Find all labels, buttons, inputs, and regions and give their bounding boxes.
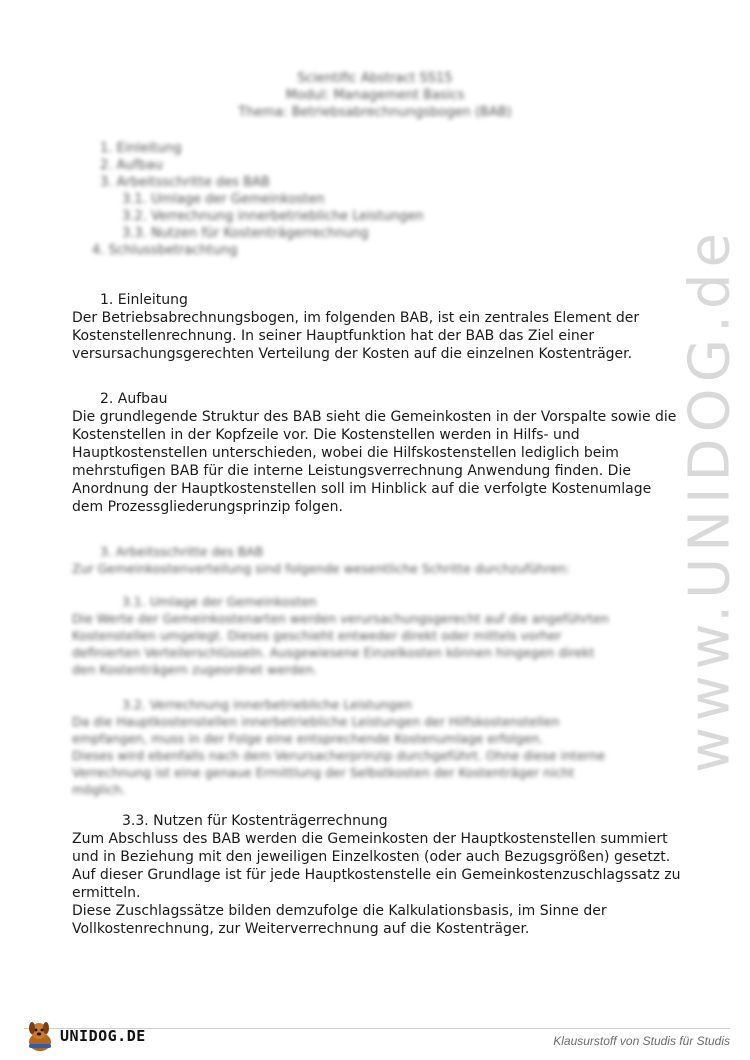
toc-item: 2. Aufbau <box>100 158 163 173</box>
paragraph-line: Der Betriebsabrechnungsbogen, im folgenden BAB, ist ein zentrales Element der <box>72 310 640 326</box>
brand-text: UNIDOG.DE <box>60 1027 146 1045</box>
section-aufbau <box>72 390 682 516</box>
header-line-1: Scientific Abstract SS15 <box>297 71 453 86</box>
paragraph-line: möglich. <box>72 782 126 797</box>
header-line-3: Thema: Betriebsabrechnungsbogen (BAB) <box>238 105 512 120</box>
paragraph-line: Kostenstellen in der Kopfzeile vor. Die Kostenstellen werden in Hilfs- und <box>72 427 580 443</box>
toc-item: 3.3. Nutzen für Kostenträgerrechnung <box>122 226 369 241</box>
table-of-contents <box>92 140 424 259</box>
section-heading: 2. Aufbau <box>100 391 168 407</box>
toc-item: 3.1. Umlage der Gemeinkosten <box>122 192 325 207</box>
paragraph-line: Vollkostenrechnung, zur Weiterverrechnung auf die Kostenträger. <box>72 921 530 937</box>
paragraph-line: dem Prozessgliederungsprinzip folgen. <box>72 499 343 515</box>
paragraph-line: definierten Verteilerschlüsseln. Ausgewiesene Einzelkosten können hingegen direkt <box>72 645 595 660</box>
paragraph-line: Da die Hauptkostenstellen innerbetriebliche Leistungen der Hilfskostenstellen <box>72 714 560 729</box>
paragraph-line: Zur Gemeinkostenverteilung sind folgende wesentliche Schritte durchzuführen: <box>72 561 570 576</box>
paragraph-line: Die grundlegende Struktur des BAB sieht die Gemeinkosten in der Vorspalte sowie die <box>72 409 677 425</box>
document-header <box>0 70 750 121</box>
paragraph-line: versursachungsgerechten Verteilung der Kosten auf die einzelnen Kostenträger. <box>72 346 633 362</box>
toc-item: 1. Einleitung <box>100 141 182 156</box>
unidog-logo <box>22 1018 146 1054</box>
header-line-2: Modul: Management Basics <box>285 88 465 103</box>
paragraph-line: Anordnung der Hauptkostenstellen soll im Hinblick auf die verfolgte Kostenumlage <box>72 481 652 497</box>
toc-item: 3.2. Verrechnung innerbetriebliche Leistungen <box>122 209 424 224</box>
dog-mascot-icon <box>22 1018 58 1054</box>
paragraph-line: Hauptkostenstellen unterschieden, wobei die Hilfskostenstellen lediglich beim <box>72 445 619 461</box>
paragraph-line: Diese Zuschlagssätze bilden demzufolge die Kalkulationsbasis, im Sinne der <box>72 903 607 919</box>
subsection-heading: 3.2. Verrechnung innerbetriebliche Leistungen <box>122 697 413 712</box>
paragraph-line: ermitteln. <box>72 885 141 901</box>
paragraph-line: Verrechnung ist eine genaue Ermittlung der Selbstkosten der Kostenträger nicht <box>72 765 575 780</box>
subsection-heading: 3.3. Nutzen für Kostenträgerrechnung <box>122 813 388 829</box>
section-einleitung <box>72 291 682 363</box>
paragraph-line: Auf dieser Grundlage ist für jede Hauptkostenstelle ein Gemeinkostenzuschlagssatz zu <box>72 867 681 883</box>
subsection-heading: 3.1. Umlage der Gemeinkosten <box>122 594 317 609</box>
footer-tagline: Klausurstoff von Studis für Studis <box>553 1034 730 1048</box>
paragraph-line: Zum Abschluss des BAB werden die Gemeinkosten der Hauptkostenstellen summiert <box>72 831 668 847</box>
paragraph-line: Kostenstellenrechnung. In seiner Hauptfunktion hat der BAB das Ziel einer <box>72 328 595 344</box>
toc-item: 3. Arbeitsschritte des BAB <box>100 175 270 190</box>
paragraph-line: Die Werte der Gemeinkostenarten werden verursachungsgerecht auf die angeführten <box>72 611 609 626</box>
section-heading: 1. Einleitung <box>100 292 188 308</box>
section-arbeitsschritte <box>72 543 662 798</box>
paragraph-line: mehrstufigen BAB für die interne Leistungsverrechnung Anwendung finden. Die <box>72 463 631 479</box>
toc-item: 4. Schlussbetrachtung <box>92 243 238 258</box>
paragraph-line: den Kostenträgern zugeordnet werden. <box>72 662 318 677</box>
section-heading: 3. Arbeitsschritte des BAB <box>100 544 264 559</box>
section-nutzen-kostentraegerrechnung <box>72 812 682 938</box>
paragraph-line: Kostenstellen umgelegt. Dieses geschieht entweder direkt oder mittels vorher <box>72 628 562 643</box>
paragraph-line: Dieses wird ebenfalls nach dem Verursacherprinzip durchgeführt. Ohne diese interne <box>72 748 606 763</box>
paragraph-line: empfangen, muss in der Folge eine entsprechende Kostenumlage erfolgen. <box>72 731 544 746</box>
watermark: www.UNIDOG.de <box>677 227 743 773</box>
paragraph-line: und in Beziehung mit den jeweiligen Einzelkosten (oder auch Bezugsgrößen) gesetzt. <box>72 849 671 865</box>
